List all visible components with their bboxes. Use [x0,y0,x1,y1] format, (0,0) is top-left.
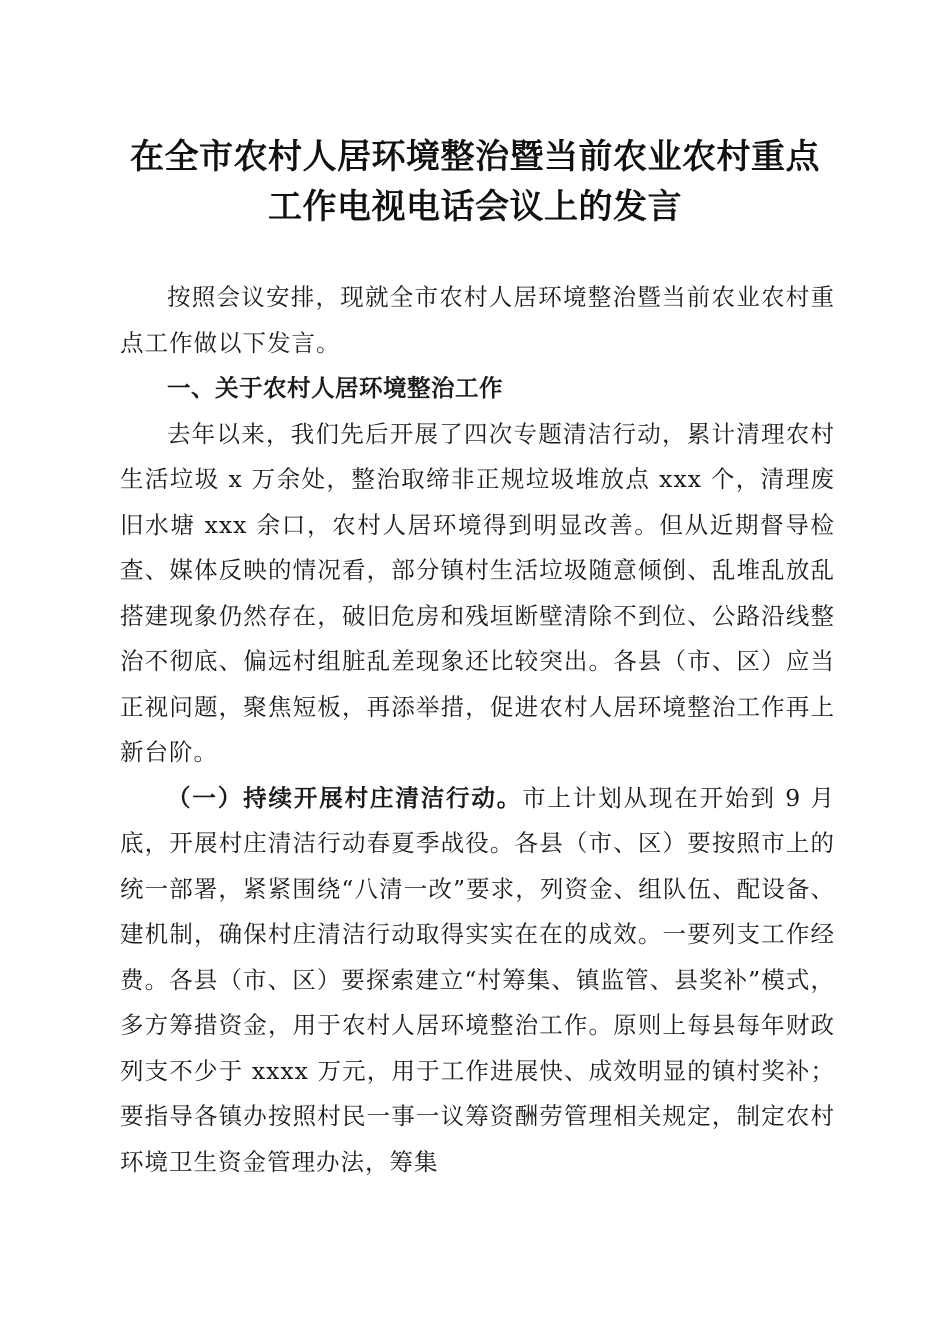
title-line-1: 在全市农村人居环境整治暨当前农业农村重点 [130,137,820,177]
item-1-lead: （一）持续开展村庄清洁行动。 [167,783,523,812]
document-title [100,132,850,232]
item-1-paragraph [120,776,835,1186]
intro-paragraph: 按照会议安排，现就全市农村人居环境整治暨当前农业农村重点工作做以下发言。 [120,283,835,357]
item-1-body: 市上计划从现在开始到 9 月底，开展村庄清洁行动春夏季战役。各县（市、区）要按照市上的统一部署，紧紧围绕“八清一改”要求，列资金、组队伍、配设备、建机制，确保村庄清洁行动取得实实在在的成效。一要列支工作经费。各县（市、区）要探索建立“村筹集、镇监管、县奖补”模式，多方筹措资金，用于农村人居环境整治工作。原则上每县每年财政列支不少于 xxxx 万元，用于工作进展快、成效明显的镇村奖补；要指导各镇办按照村民一事一议筹资酬劳管理相关规定，制定农村环境卫生资金管理办法，筹集 [120,783,835,1176]
section-heading-1: 一、关于农村人居环境整治工作 [167,374,503,402]
title-line-2: 工作电视电话会议上的发言 [268,187,682,227]
section-1-paragraph: 去年以来，我们先后开展了四次专题清洁行动，累计清理农村生活垃圾 x 万余处，整治取缔非正规垃圾堆放点 xxx 个，清理废旧水塘 xxx 余口，农村人居环境得到明显改善。但从近期督导检查、媒体反映的情况看，部分镇村生活垃圾随意倾倒、乱堆乱放乱搭建现象仍然存在，破旧危房和残垣断壁清除不到位、公路沿线整治不彻底、偏远村组脏乱差现象还比较突出。各县（市、区）应当正视问题，聚焦短板，再添举措，促进农村人居环境整治工作再上新台阶。 [120,419,835,766]
document-body [120,275,835,1185]
